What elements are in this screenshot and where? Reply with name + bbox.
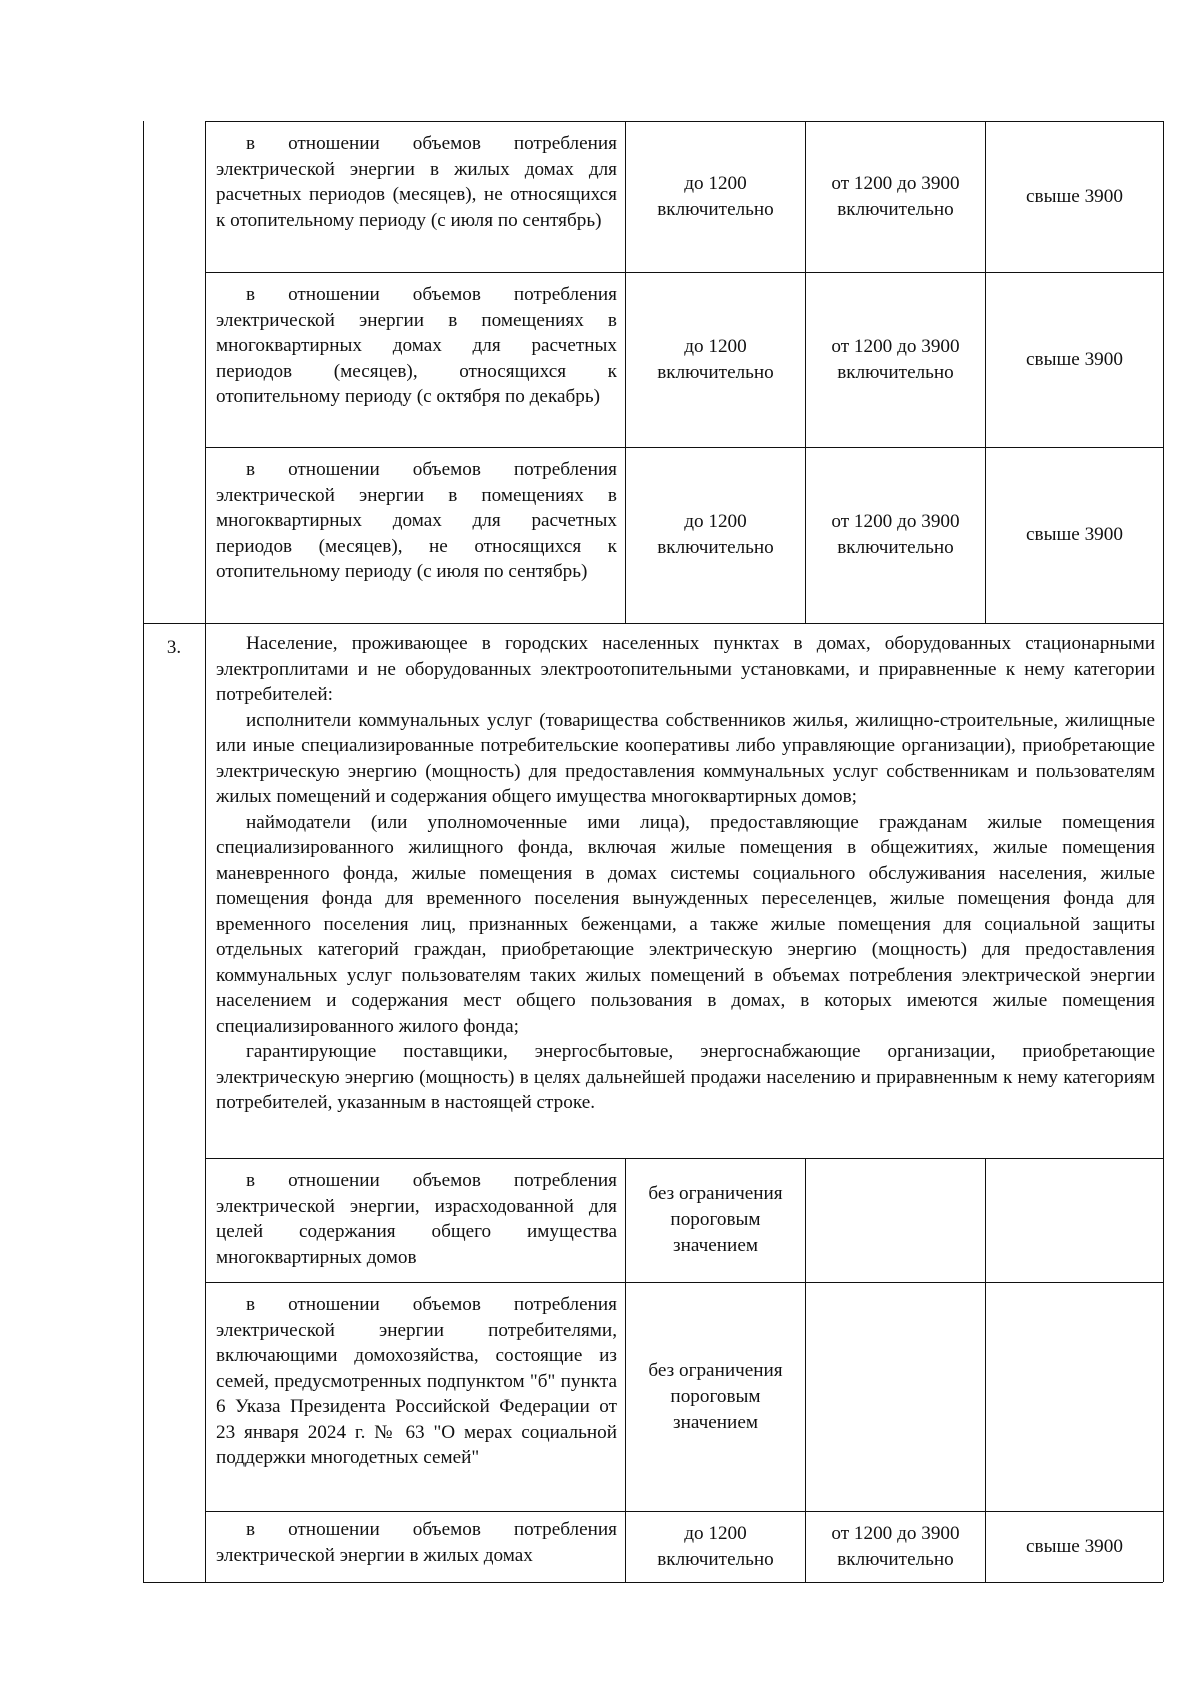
- section-number: 3.: [166, 637, 182, 658]
- table-row: [143, 1158, 1163, 1282]
- row-divider: [205, 447, 1163, 448]
- threshold-mid: от 1200 до 3900 включительно: [805, 121, 985, 272]
- threshold-low: до 1200 включительно: [625, 447, 805, 623]
- row-description: в отношении объемов потребления электрической энергии в помещениях в многоквартирных домах для расчетных периодов (месяцев), относящихся к отопительному периоду (с октября по декабрь): [205, 272, 625, 447]
- row-description: в отношении объемов потребления электрической энергии в помещениях в многоквартирных домах для расчетных периодов (месяцев), не относящихся к отопительному периоду (с июля по сентябрь): [205, 447, 625, 623]
- row-divider: [205, 1282, 1163, 1283]
- row-number-cell: [143, 272, 205, 447]
- row-description: в отношении объемов потребления электрической энергии в жилых домах для расчетных периодов (месяцев), не относящихся к отопительному периоду (с июля по сентябрь): [205, 121, 625, 272]
- threshold-high: свыше 3900: [985, 272, 1163, 447]
- row-number-cell: [143, 1511, 205, 1582]
- threshold-low: без ограничения пороговым значением: [625, 1282, 805, 1511]
- table-row: [143, 447, 1163, 623]
- row-number-cell: [143, 1158, 205, 1282]
- row-divider: [205, 272, 1163, 273]
- threshold-mid: [805, 1158, 985, 1282]
- threshold-low: до 1200 включительно: [625, 1511, 805, 1582]
- threshold-low: до 1200 включительно: [625, 121, 805, 272]
- table-border-right: [1163, 121, 1164, 1582]
- row-divider: [205, 1158, 1163, 1159]
- threshold-high: свыше 3900: [985, 1511, 1163, 1582]
- threshold-low: без ограничения пороговым значением: [625, 1158, 805, 1282]
- table-border-bottom: [143, 1582, 1163, 1583]
- threshold-mid: от 1200 до 3900 включительно: [805, 272, 985, 447]
- section-3-text: [205, 623, 1163, 1158]
- section-3-paragraph: Население, проживающее в городских населенных пунктах в домах, оборудованных стационарными электроплитами и не оборудованных электроотопительными установками, и приравненные к нему категории потребителей:: [216, 633, 1155, 705]
- threshold-high: [985, 1282, 1163, 1511]
- section-3-paragraph: гарантирующие поставщики, энергосбытовые, энергоснабжающие организации, приобретающие электрическую энергию (мощность) в целях дальнейшей продажи населению и приравненным к нему категориям потребителей, указанным в настоящей строке.: [216, 1041, 1155, 1113]
- row-description: в отношении объемов потребления электрической энергии, израсходованной для целей содержания общего имущества многоквартирных домов: [205, 1158, 625, 1282]
- row-description: в отношении объемов потребления электрической энергии потребителями, включающими домохозяйства, состоящие из семей, предусмотренных подпунктом "б" пункта 6 Указа Президента Российской Федерации от 23 января 2024 г. № 63 "О мерах социальной поддержки многодетных семей": [205, 1282, 625, 1511]
- threshold-low: до 1200 включительно: [625, 272, 805, 447]
- section-3-paragraph: наймодатели (или уполномоченные ими лица), предоставляющие гражданам жилые помещения специализированного жилищного фонда, включая жилые помещения в общежитиях, жилые помещения маневренного фонда, жилые помещения в домах системы социального обслуживания населения, жилые помещения фонда для временного поселения вынужденных переселенцев, жилые помещения фонда для временного поселения лиц, признанных беженцами, а также жилые помещения для социальной защиты отдельных категорий граждан, приобретающие электрическую энергию (мощность) для предоставления коммунальных услуг пользователям таких жилых помещений в объемах потребления электрической энергии населением и содержания мест общего пользования в домах, в которых имеются жилые помещения специализированного жилого фонда;: [216, 811, 1155, 1037]
- table-row: [143, 272, 1163, 447]
- section-3-row: [143, 623, 1163, 1158]
- row-number-cell: [143, 1282, 205, 1511]
- row-number-cell: [143, 121, 205, 272]
- threshold-mid: от 1200 до 3900 включительно: [805, 1511, 985, 1582]
- table-row: [143, 121, 1163, 272]
- threshold-high: [985, 1158, 1163, 1282]
- table-row: [143, 1282, 1163, 1511]
- threshold-high: свыше 3900: [985, 447, 1163, 623]
- section-3-paragraph: исполнители коммунальных услуг (товарищества собственников жилья, жилищно-строительные, жилищные или иные специализированные потребительские кооперативы либо управляющие организации), приобретающие электрическую энергию (мощность) для предоставления коммунальных услуг собственникам и пользователям жилых помещений и содержания общего имущества многоквартирных домов;: [216, 709, 1155, 807]
- table-border-top: [205, 121, 1163, 122]
- threshold-mid: от 1200 до 3900 включительно: [805, 447, 985, 623]
- row-divider: [205, 1511, 1163, 1512]
- table-border-left: [143, 121, 144, 1582]
- row-description: в отношении объемов потребления электрической энергии в жилых домах: [205, 1511, 625, 1582]
- threshold-high: свыше 3900: [985, 121, 1163, 272]
- section-divider: [143, 623, 1163, 624]
- row-number-cell: [143, 447, 205, 623]
- threshold-mid: [805, 1282, 985, 1511]
- table-row: [143, 1511, 1163, 1582]
